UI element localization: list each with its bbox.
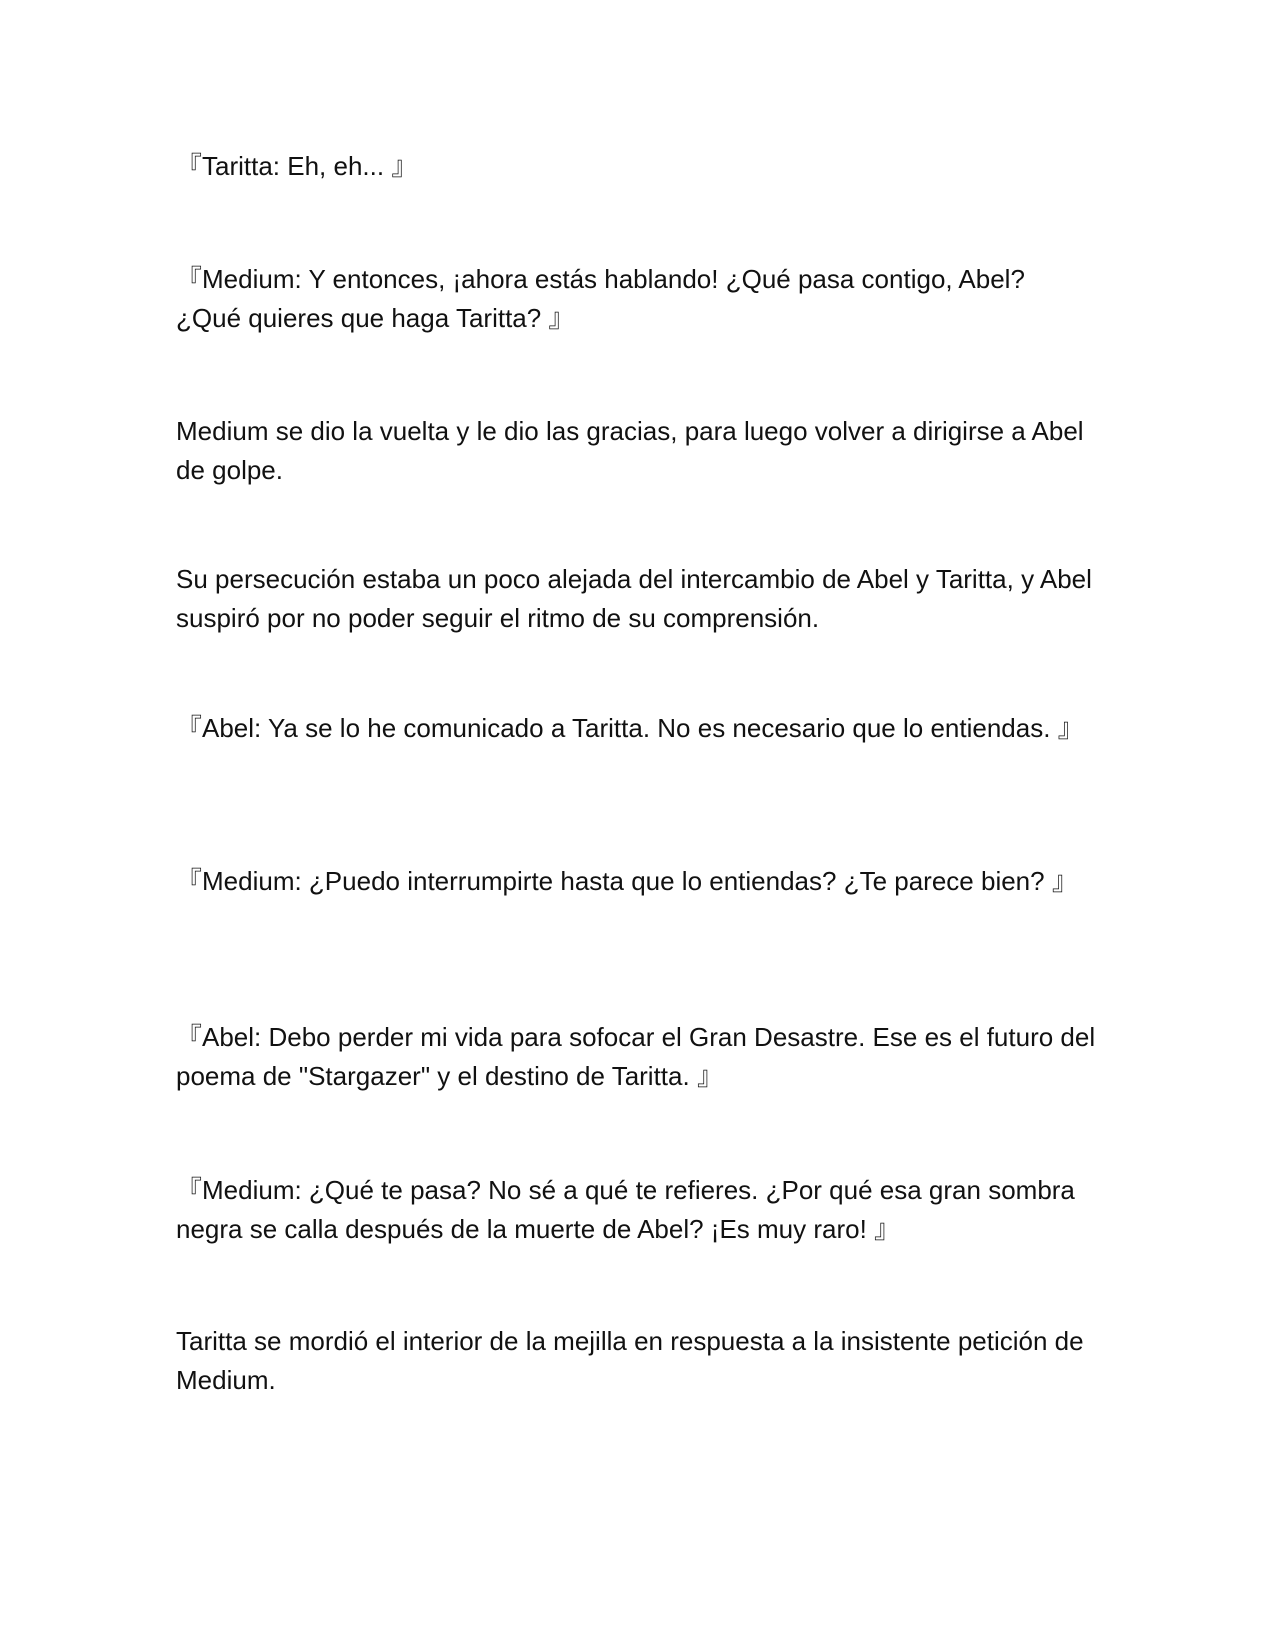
narration-paragraph-1: Medium se dio la vuelta y le dio las gracias, para luego volver a dirigirse a Abel de golpe.	[176, 416, 1084, 485]
dialogue-medium-1: 『Medium: Y entonces, ¡ahora estás hablando! ¿Qué pasa contigo, Abel? ¿Qué quieres que haga Taritta? 』	[176, 264, 1025, 333]
dialogue-medium-3: 『Medium: ¿Qué te pasa? No sé a qué te refieres. ¿Por qué esa gran sombra negra se calla después de la muerte de Abel? ¡Es muy raro! 』	[176, 1175, 1075, 1244]
dialogue-abel-2: 『Abel: Debo perder mi vida para sofocar el Gran Desastre. Ese es el futuro del poema de "Stargazer" y el destino de Taritta. 』	[176, 1022, 1096, 1091]
narration-paragraph-2: Su persecución estaba un poco alejada del intercambio de Abel y Taritta, y Abel suspiró por no poder seguir el ritmo de su comprensión.	[176, 564, 1092, 633]
dialogue-abel-1: 『Abel: Ya se lo he comunicado a Taritta. No es necesario que lo entiendas. 』	[176, 713, 1084, 743]
narration-paragraph-3: Taritta se mordió el interior de la mejilla en respuesta a la insistente petición de Medium.	[176, 1326, 1084, 1395]
dialogue-taritta-1: 『Taritta: Eh, eh... 』	[176, 151, 418, 181]
dialogue-medium-2: 『Medium: ¿Puedo interrumpirte hasta que lo entiendas? ¿Te parece bien? 』	[176, 866, 1078, 896]
